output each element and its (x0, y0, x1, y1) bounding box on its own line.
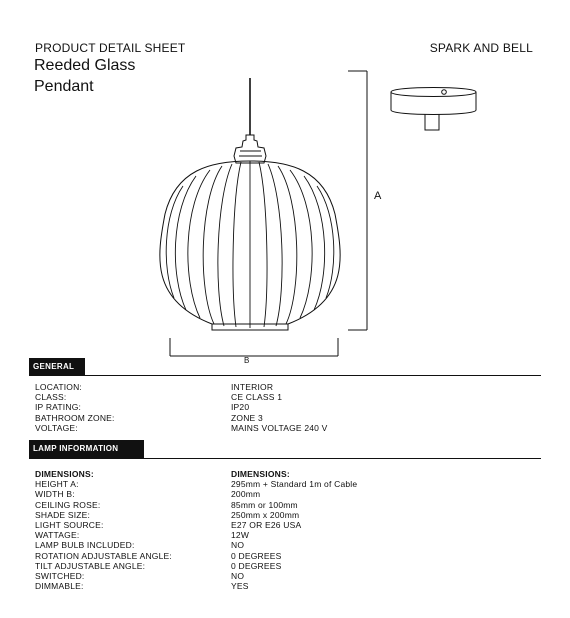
lamp-value: 85mm or 100mm (231, 499, 298, 510)
lamp-value: 250mm x 200mm (231, 509, 300, 520)
general-label: CLASS: (35, 392, 67, 403)
lamp-label: ROTATION ADJUSTABLE ANGLE: (35, 550, 172, 561)
lamp-label-header: DIMENSIONS: (35, 469, 94, 479)
lamp-label: SWITCHED: (35, 571, 85, 582)
product-title-line-2: Pendant (34, 78, 94, 95)
lamp-value: 295mm + Standard 1m of Cable (231, 479, 358, 490)
lamp-label: CEILING ROSE: (35, 499, 101, 510)
sheet-label: PRODUCT DETAIL SHEET (35, 41, 186, 55)
lamp-value: 12W (231, 530, 250, 541)
dimension-b-label: B (244, 356, 250, 365)
lamp-values (231, 469, 357, 591)
lamp-value: YES (231, 581, 249, 592)
glass-reeds (166, 161, 334, 328)
dimension-b-line (170, 338, 338, 356)
general-label: VOLTAGE: (35, 422, 78, 433)
brand-name: SPARK AND BELL (429, 41, 533, 55)
general-label: IP RATING: (35, 402, 82, 413)
lamp-value: NO (231, 540, 245, 551)
lamp-holder (234, 135, 266, 163)
general-value: IP20 (231, 402, 250, 413)
lamp-value-header: DIMENSIONS: (231, 469, 290, 479)
lamp-label: TILT ADJUSTABLE ANGLE: (35, 560, 146, 571)
general-value: INTERIOR (231, 382, 274, 392)
section-rule-lamp-information (29, 458, 541, 459)
lamp-value: 200mm (231, 489, 261, 500)
general-labels (35, 382, 115, 433)
general-values (231, 382, 328, 433)
dimension-a-label: A (374, 190, 382, 202)
lamp-value: NO (231, 571, 245, 582)
lamp-label: LIGHT SOURCE: (35, 520, 104, 531)
dimension-a-line (348, 71, 367, 330)
general-value: ZONE 3 (231, 412, 263, 423)
general-value: MAINS VOLTAGE 240 V (231, 422, 328, 433)
lamp-label: WIDTH B: (35, 489, 75, 500)
lamp-label: DIMMABLE: (35, 581, 84, 592)
lamp-value: 0 DEGREES (231, 560, 282, 571)
ceiling-rose (391, 88, 476, 131)
section-rule-general (29, 375, 541, 376)
general-label: BATHROOM ZONE: (35, 412, 115, 423)
lamp-label: HEIGHT A: (35, 479, 79, 490)
lamp-label: LAMP BULB INCLUDED: (35, 540, 135, 551)
lamp-label: SHADE SIZE: (35, 509, 91, 520)
product-title-line-1: Reeded Glass (34, 57, 136, 74)
lamp-value: 0 DEGREES (231, 550, 282, 561)
lamp-labels (35, 469, 172, 591)
general-label: LOCATION: (35, 382, 82, 392)
lamp-label: WATTAGE: (35, 530, 80, 541)
general-value: CE CLASS 1 (231, 392, 283, 403)
lamp-value: E27 OR E26 USA (231, 520, 302, 531)
section-heading-lamp-information: LAMP INFORMATION (29, 440, 144, 458)
section-heading-general: GENERAL (29, 358, 85, 376)
